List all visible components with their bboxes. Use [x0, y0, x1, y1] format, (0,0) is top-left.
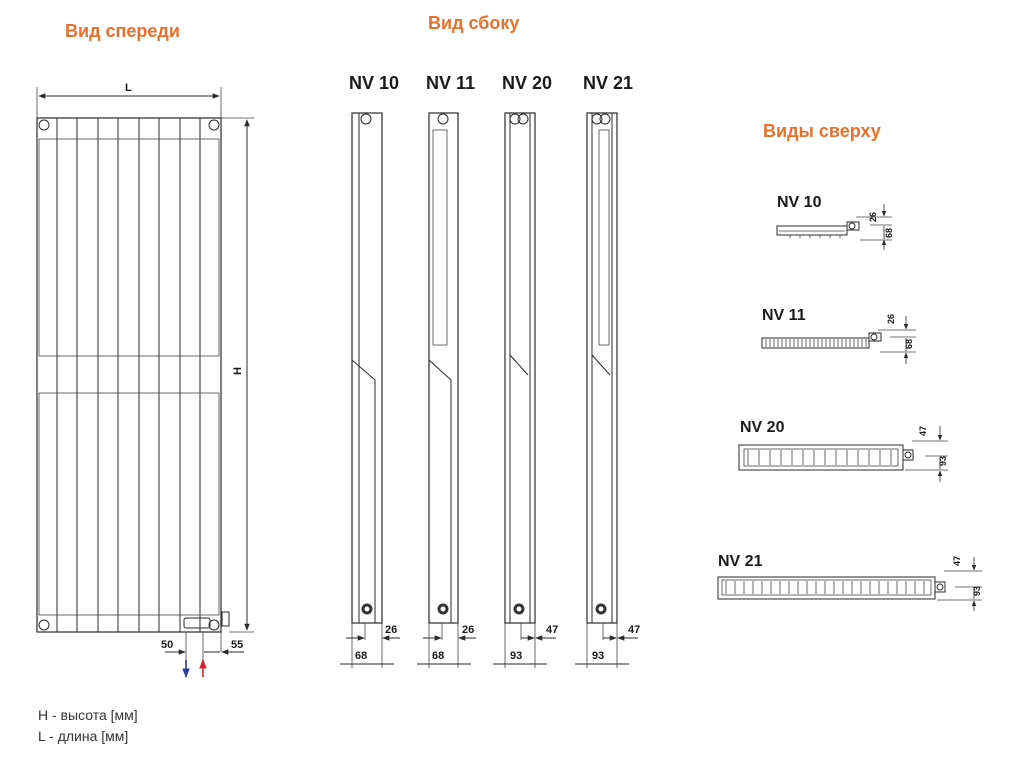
top-dim-a: 26	[886, 313, 896, 324]
front-left-offset: 50	[161, 639, 174, 651]
top-model-label: NV 21	[718, 553, 763, 570]
side-top-dim: 26	[385, 624, 398, 636]
side-view-nv21	[575, 73, 640, 668]
legend-length: L - длина [мм]	[38, 728, 129, 744]
top-model-label: NV 10	[777, 194, 822, 211]
top-view-nv20	[739, 419, 948, 482]
side-width-dim: 93	[592, 650, 605, 662]
side-model-label: NV 11	[426, 73, 476, 93]
side-top-dim: 47	[628, 624, 641, 636]
top-view-nv21	[718, 553, 982, 611]
side-top-dim: 26	[462, 624, 475, 636]
top-dim-b: 93	[972, 585, 982, 596]
top-dim-a: 47	[918, 425, 928, 436]
top-views-title: Виды сверху	[763, 121, 881, 141]
front-view-drawing	[37, 82, 254, 677]
side-top-dim: 47	[546, 624, 559, 636]
side-model-label: NV 21	[583, 73, 634, 93]
top-dim-a: 47	[952, 555, 962, 566]
side-width-dim: 68	[432, 650, 445, 662]
radiator-tubes	[57, 118, 200, 632]
top-model-label: NV 11	[762, 307, 806, 324]
top-dim-b: 68	[904, 338, 914, 349]
legend-height: H - высота [мм]	[38, 707, 138, 723]
side-view-nv11	[417, 73, 476, 668]
side-view-nv20	[493, 73, 558, 668]
top-model-label: NV 20	[740, 419, 785, 436]
top-view-nv10	[777, 194, 894, 250]
side-model-label: NV 20	[502, 73, 553, 93]
side-model-label: NV 10	[349, 73, 400, 93]
front-width-label: L	[125, 82, 132, 94]
side-view-nv10	[340, 73, 400, 668]
front-right-offset: 55	[231, 639, 244, 651]
top-view-nv11	[762, 307, 916, 364]
side-width-dim: 68	[355, 650, 368, 662]
side-width-dim: 93	[510, 650, 523, 662]
front-view-title: Вид спереди	[65, 21, 180, 41]
side-view-title: Вид сбоку	[428, 13, 520, 33]
top-dim-a: 26	[868, 211, 878, 222]
top-dim-b: 93	[938, 455, 948, 466]
top-dim-b: 68	[884, 227, 894, 238]
front-height-label: H	[232, 367, 244, 375]
